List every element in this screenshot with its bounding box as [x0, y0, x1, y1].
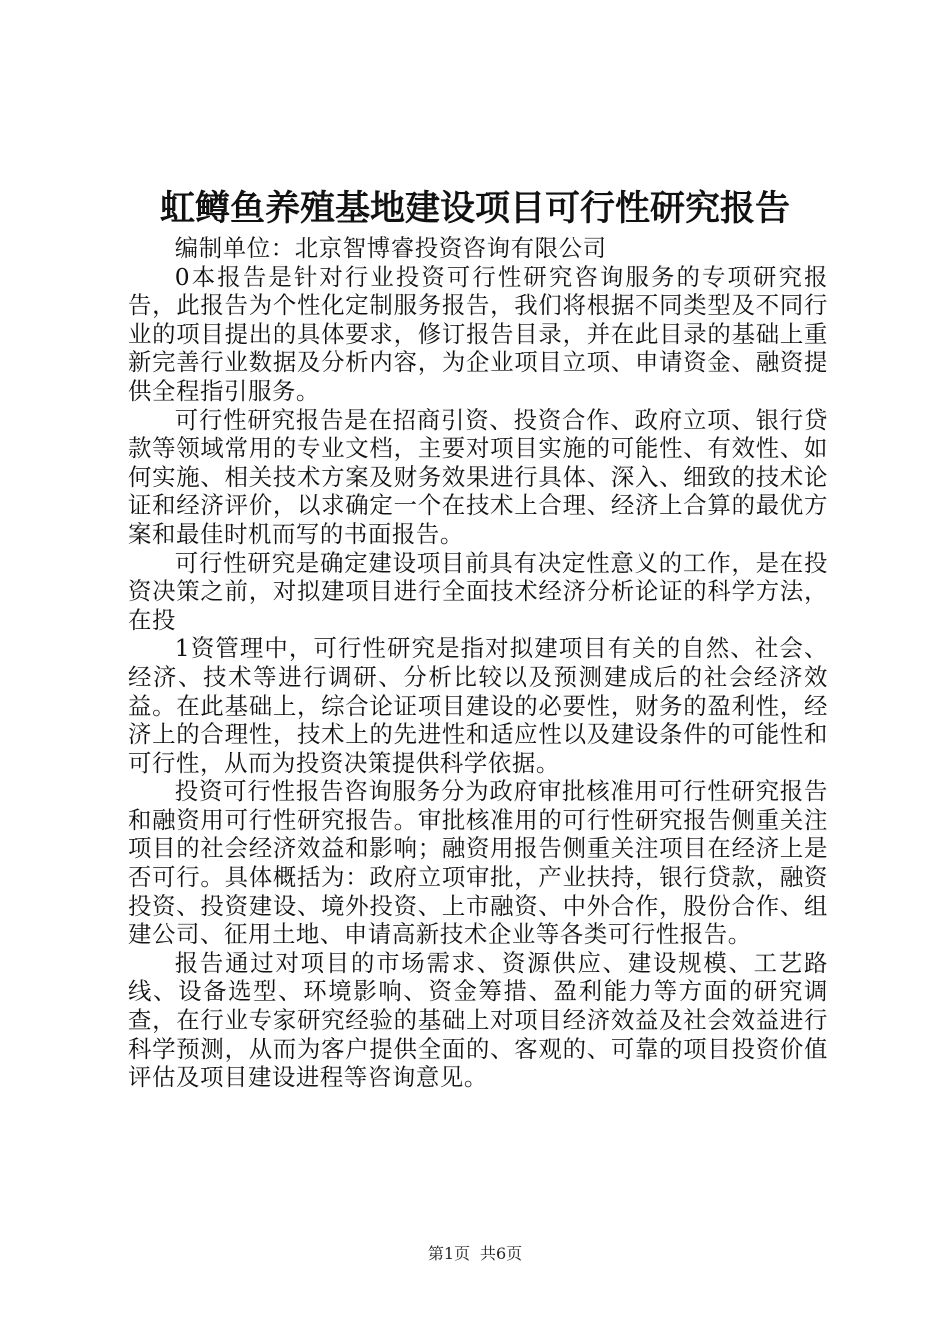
body-paragraph-5: 投资可行性报告咨询服务分为政府审批核准用可行性研究报告和融资用可行性研究报告。审批核准用的可行性研究报告侧重关注项目的社会经济效益和影响；融资用报告侧重关注项目在经济上是否可行。具体概括为：政府立项审批，产业扶持，银行贷款，融资投资、投资建设、境外投资、上市融资、中外合作，股份合作、组建公司、征用土地、申请高新技术企业等各类可行性报告。 [128, 777, 828, 949]
body-paragraph-2: 可行性研究报告是在招商引资、投资合作、政府立项、银行贷款等领域常用的专业文档，主要对项目实施的可能性、有效性、如何实施、相关技术方案及财务效果进行具体、深入、细致的技术论证和经济评价，以求确定一个在技术上合理、经济上合算的最优方案和最佳时机而写的书面报告。 [128, 405, 828, 548]
body-paragraph-3: 可行性研究是确定建设项目前具有决定性意义的工作，是在投资决策之前，对拟建项目进行全面技术经济分析论证的科学方法，在投 [128, 548, 828, 634]
page-total: 共6页 [480, 1244, 523, 1263]
page-footer [0, 1244, 950, 1264]
page-number: 第1页 [427, 1244, 470, 1263]
body-paragraph-1: 0本报告是针对行业投资可行性研究咨询服务的专项研究报告，此报告为个性化定制服务报告，我们将根据不同类型及不同行业的项目提出的具体要求，修订报告目录，并在此目录的基础上重新完善行业数据及分析内容，为企业项目立项、申请资金、融资提供全程指引服务。 [128, 262, 828, 405]
document-title: 虹鳟鱼养殖基地建设项目可行性研究报告 [159, 188, 790, 229]
body-paragraph-6: 报告通过对项目的市场需求、资源供应、建设规模、工艺路线、设备选型、环境影响、资金筹措、盈利能力等方面的研究调查，在行业专家研究经验的基础上对项目经济效益及社会效益进行科学预测，从而为客户提供全面的、客观的、可靠的项目投资价值评估及项目建设进程等咨询意见。 [128, 948, 828, 1092]
document-body [128, 234, 828, 1092]
body-paragraph-4: 1资管理中，可行性研究是指对拟建项目有关的自然、社会、经济、技术等进行调研、分析比较以及预测建成后的社会经济效益。在此基础上，综合论证项目建设的必要性，财务的盈利性，经济上的合理性，技术上的先进性和适应性以及建设条件的可能性和可行性，从而为投资决策提供科学依据。 [128, 634, 828, 777]
compiling-unit-line: 编制单位：北京智博睿投资咨询有限公司 [174, 234, 607, 262]
